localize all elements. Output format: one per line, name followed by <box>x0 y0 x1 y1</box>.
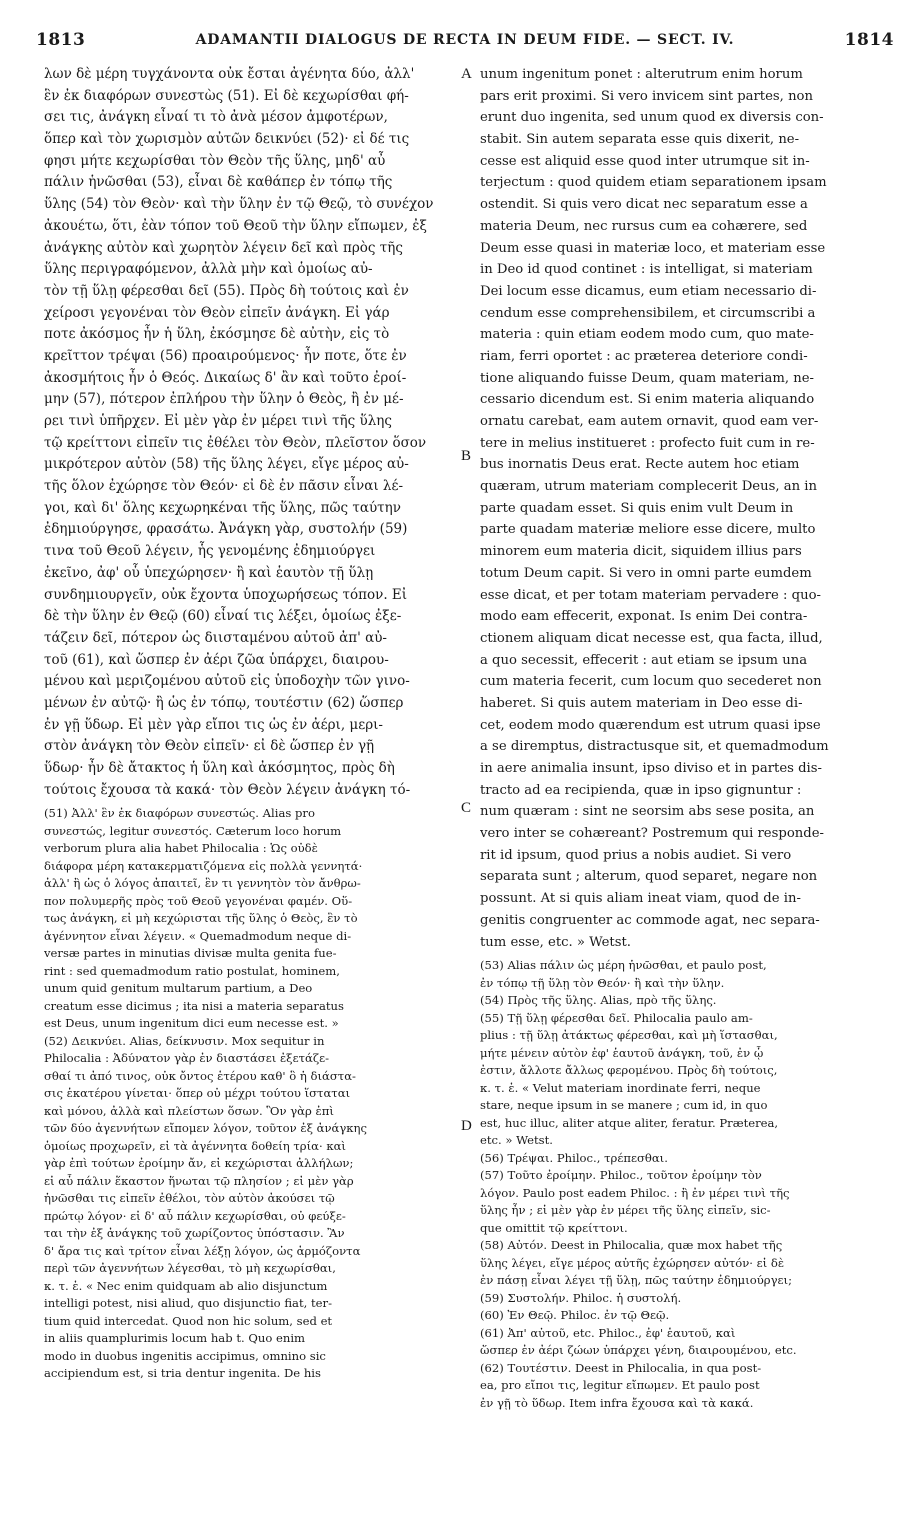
footnotes-block <box>44 805 454 1383</box>
text-line: ctionem aliquam dicat necesse est, qua facta, illud, <box>480 630 823 646</box>
text-line: pars erit proximi. Si vero invicem sint partes, non <box>480 88 813 104</box>
footnote-line: creatum esse dicimus ; ita nisi a materia separatus <box>44 998 344 1013</box>
footnote-line: (51) Ἀλλ' ἓν ἐκ διαφόρων συνεστώς. Alias pro <box>44 806 315 821</box>
footnote-line: que omittit τῷ κρείττονι. <box>480 1220 628 1235</box>
text-line: στὸν ἀνάγκη τὸν Θεὸν εἰπεῖν· εἰ δὲ ὥσπερ ἐν γῇ <box>44 738 375 755</box>
footnote-line: (58) Αὐτόν. Deest in Philocalia, quæ mox habet τῆς <box>480 1238 783 1253</box>
running-header <box>36 30 894 56</box>
text-line: σει τις, ἀνάγκη εἶναί τι τὸ ἀνὰ μέσον ἀμφοτέρων, <box>44 109 388 126</box>
text-line: τῆς ὅλον ἐχώρησε τὸν Θεόν· εἰ δὲ ἐν πᾶσιν εἶναι λέ- <box>44 478 404 495</box>
text-line: ἀκοσμήτοις ἦν ὁ Θεός. Δικαίως δ' ἂν καὶ τοῦτο ἐροί- <box>44 369 407 386</box>
footnote-line: ea, pro εἴποι τις, legitur εἴπωμεν. Et paulo post <box>480 1378 760 1393</box>
text-line: a quo secessit, effecerit : aut etiam se ipsum una <box>480 652 808 668</box>
text-line: ἀνάγκης αὐτὸν καὶ χωρητὸν λέγειν δεῖ καὶ πρὸς τῆς <box>44 239 403 256</box>
footnote-line: ὕλης ἦν ; εἰ μὲν γὰρ ἐν μέρει τῆς ὕλης εἰπεῖν, sic- <box>480 1203 771 1218</box>
text-line: tere in melius institueret : profecto fuit cum in re- <box>480 435 815 451</box>
text-line: λων δὲ μέρη τυγχάνοντα οὐκ ἔσται ἀγένητα δύο, ἀλλ' <box>44 66 415 82</box>
footnote-line: (62) Τουτέστιν. Deest in Philocalia, in qua post- <box>480 1360 762 1375</box>
text-line: ὅπερ καὶ τὸν χωρισμὸν αὐτῶν δεικνύει (52)· εἰ δέ τις <box>44 131 410 148</box>
footnote-line: γὰρ ἐπὶ τούτων ἐροίμην ἄν, εἰ κεχώρισται ἀλλήλων; <box>44 1156 354 1171</box>
footnote-line: (53) Alias πάλιν ὡς μέρη ἡνῶσθαι, et paulo post, <box>480 958 767 973</box>
text-line: tracto ad ea recipienda, quæ in ipso gignuntur : <box>480 782 802 798</box>
text-line: parte quadam esset. Si quis enim vult Deum in <box>480 500 794 516</box>
text-line: rit id ipsum, quod prius a nobis audiet. Si vero <box>480 847 792 863</box>
left-column <box>44 64 454 1383</box>
text-line: ποτε ἀκόσμος ἦν ἡ ὕλη, ἐκόσμησε δὲ αὐτὴν, εἰς τὸ <box>44 326 390 343</box>
text-line: Dei locum esse dicamus, eum etiam necessario di- <box>480 283 817 299</box>
text-line: separata sunt ; alterum, quod separet, negare non <box>480 869 818 885</box>
footnote-line: stare, neque ipsum in se manere ; cum id, in quo <box>480 1098 768 1113</box>
text-line: cet, eodem modo quærendum est utrum quasi ipse <box>480 717 821 733</box>
text-line: esse dicat, et per totam materiam pervadere : quo- <box>480 587 821 603</box>
text-line: genitis congruenter ac commode agat, nec separa- <box>480 912 820 928</box>
footnote-line: (59) Συστολήν. Philoc. ἡ συστολή. <box>480 1290 682 1305</box>
footnote-line: in aliis quamplurimis locum hab t. Quo enim <box>44 1331 306 1346</box>
text-line: in Deo id quod continet : is intelligat, si materiam <box>480 262 813 278</box>
section-marker-b: B <box>461 448 472 464</box>
text-line: φησι μήτε κεχωρίσθαι τὸν Θεὸν τῆς ὕλης, μηδ' αὖ <box>44 152 386 169</box>
footnote-line: Philocalia : Ἀδύνατον γὰρ ἐν διαστάσει ἐξετάζε- <box>44 1051 330 1066</box>
text-line: τινα τοῦ Θεοῦ λέγειν, ἧς γενομένης ἐδημιούργει <box>44 543 376 560</box>
text-line: μικρότερον αὐτὸν (58) τῆς ὕλης λέγει, εἴγε μέρος αὐ- <box>44 456 409 473</box>
section-marker-d: D <box>461 1118 472 1134</box>
footnote-line: (52) Δεικνύει. Alias, δείκνυσιν. Mox sequitur in <box>44 1033 325 1048</box>
footnote-line: ὕλης λέγει, εἴγε μέρος αὐτῆς ἐχώρησεν αὐτόν· εἰ δὲ <box>480 1255 785 1270</box>
footnote-line: unum quid genitum multarum partium, a Deo <box>44 981 313 996</box>
greek-text-block <box>44 64 454 801</box>
text-line: δὲ τὴν ὕλην ἐν Θεῷ (60) εἶναί τις λέξει, ὁμοίως ἐξε- <box>44 608 402 625</box>
footnote-line: ἀγέννητον εἶναι λέγειν. « Quemadmodum neque di- <box>44 928 352 943</box>
section-marker-c: C <box>461 800 472 816</box>
left-column-number: 1813 <box>36 30 86 50</box>
text-line: τῷ κρείττονι εἰπεῖν τις ἐθέλει τὸν Θεὸν, πλεῖστον ὅσον <box>44 434 427 451</box>
footnote-line: tium quid intercedat. Quod non hic solum, sed et <box>44 1313 333 1328</box>
text-line: modo eam effecerit, exponat. Is enim Dei contra- <box>480 609 808 625</box>
text-line: γοι, καὶ δι' ὅλης κεχωρηκέναι τῆς ὕλης, πῶς ταύτην <box>44 499 401 516</box>
latin-text-block <box>480 64 880 953</box>
text-line: riam, ferri oportet : ac præterea deteriore condi- <box>480 348 808 364</box>
text-line: materia : quin etiam eodem modo cum, quo mate- <box>480 327 814 343</box>
text-line: ὕδωρ· ἦν δὲ ἄτακτος ἡ ὕλη καὶ ἀκόσμητος, πρὸς δὴ <box>44 760 395 776</box>
footnote-line: περὶ τῶν ἀγεννήτων λέγεσθαι, τὸ μὴ κεχωρίσθαι, <box>44 1261 336 1276</box>
text-line: num quæram : sint ne seorsim abs sese posita, an <box>480 804 815 820</box>
running-title: ADAMANTII DIALOGUS DE RECTA IN DEUM FIDE. — SECT. IV. <box>195 32 735 48</box>
footnote-line: etc. » Wetst. <box>480 1133 553 1148</box>
footnote-line: (61) Ἀπ' αὐτοῦ, etc. Philoc., ἐφ' ἑαυτοῦ, καὶ <box>480 1325 736 1340</box>
footnote-line: ἐν τόπῳ τῇ ὕλῃ τὸν Θεόν· ἢ καὶ τὴν ὕλην. <box>480 975 725 990</box>
text-line: cum materia fecerit, cum locum quo secederet non <box>480 674 822 690</box>
text-line: τὸν τῇ ὕλῃ φέρεσθαι δεῖ (55). Πρὸς δὴ τούτοις καὶ ἐν <box>44 282 409 299</box>
footnote-line: verborum plura alia habet Philocalia : Ὡς οὐδὲ <box>44 841 318 856</box>
text-line: ὕλης (54) τὸν Θεὸν· καὶ τὴν ὕλην ἐν τῷ Θεῷ, τὸ συνέχον <box>44 196 434 213</box>
text-line: cendum esse comprehensibilem, et circumscribi a <box>480 305 816 321</box>
footnote-line: κ. τ. ἑ. « Velut materiam inordinate ferri, neque <box>480 1080 761 1095</box>
text-line: ἀκουέτω, ὅτι, ἐὰν τόπον τοῦ Θεοῦ τὴν ὕλην εἴπωμεν, ἐξ <box>44 217 427 234</box>
text-line: χείροσι γεγονέναι τὸν Θεὸν εἰπεῖν ἀνάγκη. Εἰ γάρ <box>44 304 390 321</box>
text-line: haberet. Si quis autem materiam in Deo esse di- <box>480 695 803 711</box>
text-line: Deum esse quasi in materiæ loco, et materiam esse <box>480 240 826 256</box>
footnote-line: σθαί τι ἀπό τινος, οὐκ ὄντος ἑτέρου καθ' ὃ ἡ διάστα- <box>44 1068 356 1083</box>
footnote-line: versæ partes in minutias divisæ multa genita fue- <box>44 946 337 961</box>
text-line: cessario dicendum est. Si enim materia aliquando <box>480 392 815 408</box>
text-line: tione aliquando fuisse Deum, quam materiam, ne- <box>480 370 814 386</box>
footnote-line: (55) Τῇ ὕλῃ φέρεσθαι δεῖ. Philocalia paulo am- <box>480 1010 753 1025</box>
text-line: ornatu carebat, eam autem ornavit, quod eam ver- <box>480 414 819 429</box>
footnote-line: πον πολυμερῆς πρὸς τοῦ Θεοῦ γεγονέναι φαμέν. Οὕ- <box>44 893 353 908</box>
text-line: τοῦ (61), καὶ ὥσπερ ἐν ἀέρι ζῶα ὑπάρχει, διαιρου- <box>44 651 389 668</box>
footnote-line: ἐν πάσῃ εἶναι λέγει τῇ ὕλῃ, πῶς ταύτην ἐδημιούργει; <box>480 1273 792 1288</box>
text-line: terjectum : quod quidem etiam separationem ipsam <box>480 175 827 191</box>
text-line: τάζειν δεῖ, πότερον ὡς διισταμένου αὐτοῦ ἀπ' αὐ- <box>44 629 387 646</box>
text-line: totum Deum capit. Si vero in omni parte eumdem <box>480 565 812 581</box>
text-line: μην (57), πότερον ἐπλήρου τὴν ὕλην ὁ Θεὸς, ἢ ἐν μέ- <box>44 391 404 408</box>
text-line: μένων ἐν αὐτῷ· ἢ ὡς ἐν τόπῳ, τουτέστιν (62) ὥσπερ <box>44 694 404 711</box>
footnote-line: est, huc illuc, aliter atque aliter, feratur. Præterea, <box>480 1115 779 1130</box>
text-line: minorem eum materia dicit, siquidem illius pars <box>480 544 802 560</box>
text-line: ἐκεῖνο, ἀφ' οὗ ὑπεχώρησεν· ἢ καὶ ἑαυτὸν τῇ ὕλῃ <box>44 564 374 581</box>
footnote-line: accipiendum est, si tria dentur ingenita. De his <box>44 1366 321 1381</box>
text-line: ostendit. Si quis vero dicat nec separatum esse a <box>480 197 808 213</box>
footnote-line: δ' ἄρα τις καὶ τρίτον εἶναι λέξῃ λόγον, ὡς ἁρμόζοντα <box>44 1243 361 1258</box>
footnote-line: πρώτῳ λόγον· εἰ δ' αὖ πάλιν κεχωρίσθαι, οὐ φεύξε- <box>44 1208 346 1223</box>
text-line: erunt duo ingenita, sed unum quod ex diversis con- <box>480 110 824 126</box>
text-line: ἐδημιούργησε, φρασάτω. Ἀνάγκη γὰρ, συστολήν (59) <box>44 521 408 538</box>
footnote-line: ὥσπερ ἐν ἀέρι ζώων ὑπάρχει γένη, διαιρουμένου, etc. <box>480 1343 797 1358</box>
footnote-line: ἀλλ' ἢ ὡς ὁ λόγος ἀπαιτεῖ, ἓν τι γεννητὸν τὸν ἄνθρω- <box>44 876 361 891</box>
text-line: unum ingenitum ponet : alterutrum enim horum <box>480 67 803 82</box>
section-marker-a: A <box>461 66 472 82</box>
footnote-line: (60) Ἐν Θεῷ. Philoc. ἐν τῷ Θεῷ. <box>480 1308 670 1323</box>
text-line: stabit. Sin autem separata esse quis dixerit, ne- <box>480 132 800 148</box>
text-line: τούτοις ἔχουσα τὰ κακά· τὸν Θεὸν λέγειν ἀνάγκη τό- <box>44 781 411 798</box>
text-line: ἐν γῇ ὕδωρ. Εἰ μὲν γὰρ εἴποι τις ὡς ἐν ἀέρι, μερι- <box>44 716 383 733</box>
footnote-line: ἐν γῇ τὸ ὕδωρ. Item infra ἔχουσα καὶ τὰ κακά. <box>480 1395 754 1410</box>
footnote-line: ὁμοίως προχωρεῖν, εἰ τὰ ἀγέννητα δοθείη τρία· καὶ <box>44 1138 346 1153</box>
footnote-line: τως ἀνάγκη, εἰ μὴ κεχώρισται τῆς ὕλης ὁ Θεὸς, ἓν τὸ <box>44 911 358 926</box>
footnotes-block <box>480 957 880 1412</box>
footnote-line: μήτε μένειν αὐτὸν ἐφ' ἑαυτοῦ ἀνάγκη, τοῦ, ἐν ᾧ <box>480 1045 764 1060</box>
text-line: in aere animalia insunt, ipso diviso et in partes dis- <box>480 761 822 776</box>
footnote-line: διάφορα μέρη κατακερματιζόμενα εἰς πολλὰ γεννητά· <box>44 858 363 873</box>
text-line: ρει τινὶ ὑπῆρχεν. Εἰ μὲν γὰρ ἐν μέρει τινὶ τῆς ὕλης <box>44 413 392 429</box>
footnote-line: σις ἑκατέρου γίνεται· ὅπερ οὐ μέχρι τούτου ἵσταται <box>44 1086 351 1101</box>
footnote-line: κ. τ. ἑ. « Nec enim quidquam ab alio disjunctum <box>44 1278 328 1293</box>
text-line: possunt. At si quis aliam ineat viam, quod de in- <box>480 891 801 907</box>
footnote-line: ἡνῶσθαι τις εἰπεῖν ἐθέλοι, τὸν αὐτὸν ἀκούσει τῷ <box>44 1191 335 1206</box>
footnote-line: συνεστώς, legitur συνεστός. Cæterum loco horum <box>44 823 342 838</box>
text-line: συνδημιουργεῖν, οὐκ ἔχοντα ὑποχωρήσεως τόπον. Εἰ <box>44 586 408 603</box>
footnote-line: rint : sed quemadmodum ratio postulat, hominem, <box>44 963 340 978</box>
footnote-line: est Deus, unum ingenitum dici eum necesse est. » <box>44 1016 339 1031</box>
right-column <box>480 64 880 1412</box>
footnote-line: εἰ αὖ πάλιν ἕκαστον ἥνωται τῷ πλησίον ; εἰ μὲν γὰρ <box>44 1173 354 1188</box>
text-line: materia Deum, nec rursus cum ea cohærere, sed <box>480 218 808 234</box>
footnote-line: modo in duobus ingenitis accipimus, omnino sic <box>44 1348 326 1363</box>
text-line: vero inter se cohæreant? Postremum qui responde- <box>480 826 824 842</box>
right-column-number: 1814 <box>844 30 894 50</box>
footnote-line: intelligi potest, nisi aliud, quo disjunctio fiat, ter- <box>44 1296 332 1311</box>
footnote-line: ται τὴν ἐξ ἀνάγκης τοῦ χωρίζοντος ὑπόστασιν. Ἂν <box>44 1226 345 1241</box>
footnote-line: τῶν δύο ἀγεννήτων εἴπομεν λόγον, τοῦτον ἐξ ἀνάγκης <box>44 1121 367 1136</box>
text-line: ὕλης περιγραφόμενον, ἀλλὰ μὴν καὶ ὁμοίως αὐ- <box>44 261 373 278</box>
footnote-line: λόγον. Paulo post eadem Philoc. : ἢ ἐν μέρει τινὶ τῆς <box>480 1185 790 1200</box>
footnote-line: (54) Πρὸς τῆς ὕλης. Alias, πρὸ τῆς ὕλης. <box>480 993 717 1008</box>
footnote-line: plius : τῇ ὕλῃ ἀτάκτως φέρεσθαι, καὶ μὴ ἵστασθαι, <box>480 1028 778 1043</box>
text-line: tum esse, etc. » Wetst. <box>480 934 631 950</box>
text-line: parte quadam materiæ meliore esse dicere, multo <box>480 522 816 538</box>
footnote-line: (57) Τοῦτο ἐροίμην. Philoc., τοῦτον ἐροίμην τὸν <box>480 1168 762 1183</box>
text-line: a se diremptus, distractusque sit, et quemadmodum <box>480 739 829 755</box>
text-line: πάλιν ἡνῶσθαι (53), εἶναι δὲ καθάπερ ἐν τόπῳ τῆς <box>44 174 393 191</box>
text-line: bus inornatis Deus erat. Recte autem hoc etiam <box>480 457 800 473</box>
footnote-line: (56) Τρέψαι. Philoc., τρέπεσθαι. <box>480 1150 668 1165</box>
footnote-line: καὶ μόνου, ἀλλὰ καὶ πλείστων ὅσων. Ὃν γὰρ ἐπὶ <box>44 1103 334 1118</box>
footnote-line: ἐστιν, ἄλλοτε ἄλλως φερομένου. Πρὸς δὴ τούτοις, <box>480 1063 778 1078</box>
text-line: ἓν ἐκ διαφόρων συνεστὼς (51). Εἰ δὲ κεχωρίσθαι φή- <box>44 87 409 104</box>
text-line: cesse est aliquid esse quod inter utrumque sit in- <box>480 153 810 169</box>
text-line: quæram, utrum materiam complecerit Deus, an in <box>480 479 818 495</box>
text-line: κρεῖττον τρέψαι (56) προαιρούμενος· ἦν ποτε, ὅτε ἐν <box>44 347 407 364</box>
text-line: μένου καὶ μεριζομένου αὐτοῦ εἰς ὑποδοχὴν τῶν γινο- <box>44 673 410 690</box>
